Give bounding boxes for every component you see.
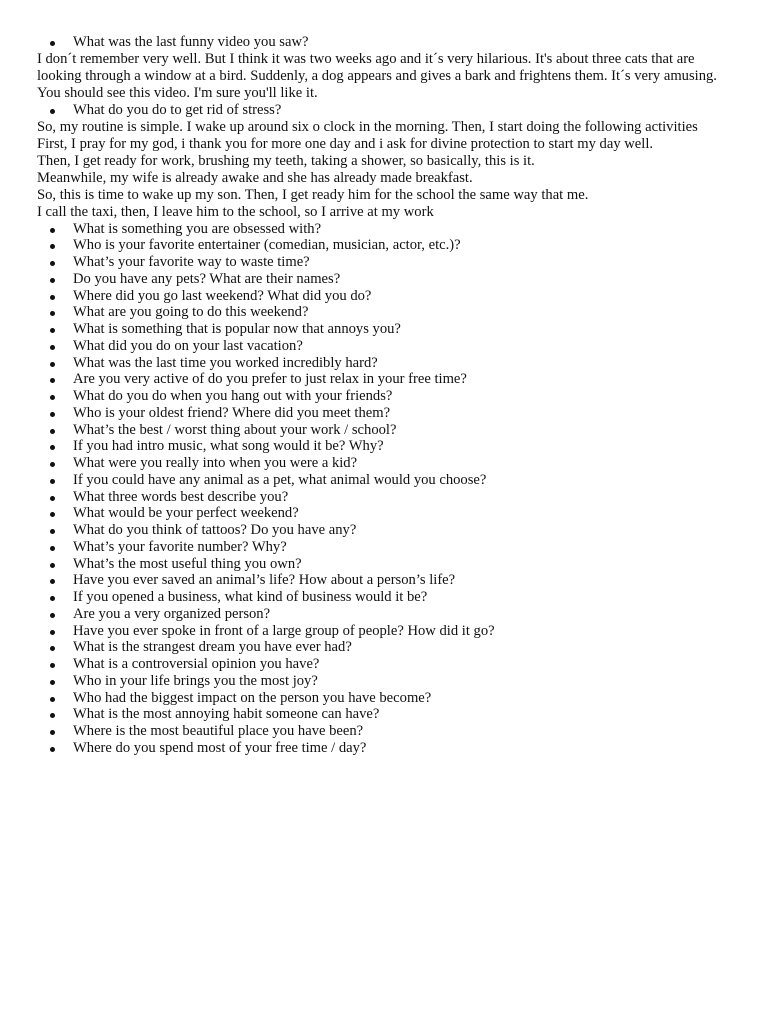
answer-paragraph: So, this is time to wake up my son. Then, I get ready him for the school the same way that me.: [37, 186, 589, 203]
question-item: What do you think of tattoos? Do you have any?: [37, 522, 737, 539]
question-item: Who had the biggest impact on the person you have become?: [37, 690, 737, 707]
question-item: What is the strangest dream you have ever had?: [37, 639, 737, 656]
question-item: Are you very active of do you prefer to just relax in your free time?: [37, 371, 737, 388]
question-item: If you could have any animal as a pet, what animal would you choose?: [37, 472, 737, 489]
question-item: What did you do on your last vacation?: [37, 338, 737, 355]
question-item: What would be your perfect weekend?: [37, 505, 737, 522]
question-item: What were you really into when you were a kid?: [37, 455, 737, 472]
question-item: What are you going to do this weekend?: [37, 304, 737, 321]
question-item: What’s your favorite number? Why?: [37, 539, 737, 556]
question-item: What is something that is popular now that annoys you?: [37, 321, 737, 338]
question-item: If you opened a business, what kind of business would it be?: [37, 589, 737, 606]
question-item: Where is the most beautiful place you have been?: [37, 723, 737, 740]
question-item: What’s the most useful thing you own?: [37, 556, 737, 573]
question-item: Where did you go last weekend? What did you do?: [37, 288, 737, 305]
question-item: What’s the best / worst thing about your work / school?: [37, 422, 737, 439]
question-list: [37, 221, 737, 757]
answer-paragraph: First, I pray for my god, i thank you for more one day and i ask for divine protection to start my day well.: [37, 135, 654, 152]
question-item: Do you have any pets? What are their names?: [37, 271, 737, 288]
question-list-second: [37, 102, 737, 119]
answer-paragraph: So, my routine is simple. I wake up around six o clock in the morning. Then, I start doing the following activities: [37, 118, 698, 135]
question-item: What was the last funny video you saw?: [37, 34, 737, 51]
question-item: Have you ever saved an animal’s life? How about a person’s life?: [37, 572, 737, 589]
question-item: Are you a very organized person?: [37, 606, 737, 623]
question-item: What do you do when you hang out with your friends?: [37, 388, 737, 405]
document-page: [37, 34, 737, 757]
question-item: If you had intro music, what song would it be? Why?: [37, 438, 737, 455]
question-item: What’s your favorite way to waste time?: [37, 254, 737, 271]
question-item: What is a controversial opinion you have?: [37, 656, 737, 673]
question-item: Who is your oldest friend? Where did you meet them?: [37, 405, 737, 422]
question-item: What do you do to get rid of stress?: [37, 102, 737, 119]
question-item: Who is your favorite entertainer (comedian, musician, actor, etc.)?: [37, 237, 737, 254]
question-item: Where do you spend most of your free time / day?: [37, 740, 737, 757]
question-item: What was the last time you worked incredibly hard?: [37, 355, 737, 372]
question-item: What three words best describe you?: [37, 489, 737, 506]
answer-paragraph: I call the taxi, then, I leave him to the school, so I arrive at my work: [37, 203, 434, 220]
question-item: Who in your life brings you the most joy?: [37, 673, 737, 690]
answer-paragraph: Meanwhile, my wife is already awake and she has already made breakfast.: [37, 169, 473, 186]
answer-paragraph: Then, I get ready for work, brushing my teeth, taking a shower, so basically, this is it.: [37, 152, 535, 169]
answer-paragraph: I don´t remember very well. But I think it was two weeks ago and it´s very hilarious. It's about three cats that are looking through a window at a bird. Suddenly, a dog appears and gives a bark and frightens them. It´s very amusing. You should see this video. I'm sure you'll like it.: [37, 50, 717, 101]
question-item: What is the most annoying habit someone can have?: [37, 706, 737, 723]
question-list-first: [37, 34, 737, 51]
question-item: What is something you are obsessed with?: [37, 221, 737, 238]
question-item: Have you ever spoke in front of a large group of people? How did it go?: [37, 623, 737, 640]
